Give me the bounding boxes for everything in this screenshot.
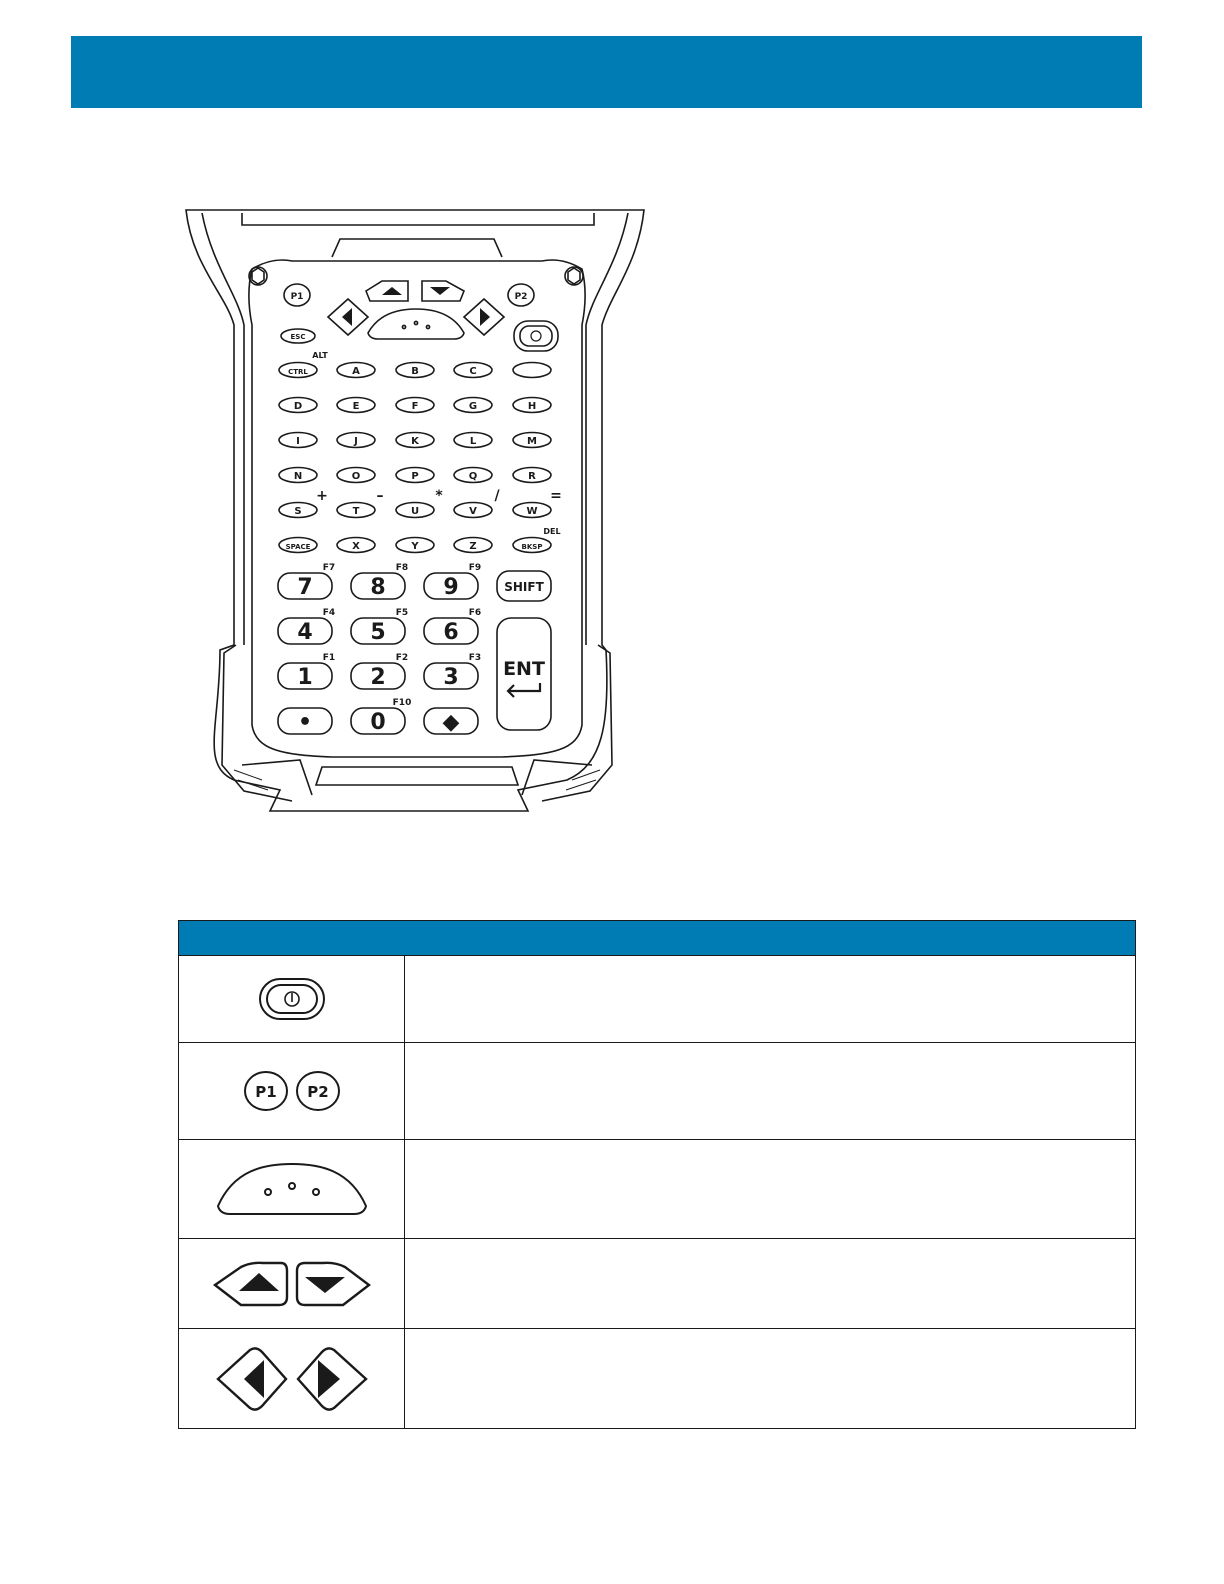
p2-key-label: P2 [514, 292, 528, 302]
key-label-v: V [469, 506, 477, 517]
fn-label-f3: F3 [468, 653, 482, 663]
fn-label-f7: F7 [322, 563, 336, 573]
key-label-t: T [352, 506, 360, 517]
key-description-table [178, 920, 1136, 1429]
num-key-label-blank: ◆ [442, 710, 460, 735]
left-right-keys-description [405, 1329, 1136, 1429]
fn-label-f5: F5 [395, 608, 409, 618]
left-right-keys-cell [179, 1329, 405, 1429]
key-label-k: K [411, 436, 419, 447]
scan-button-description [405, 1140, 1136, 1239]
table-row [179, 1329, 1136, 1429]
num-key-label-3: 3 [443, 665, 459, 690]
num-key-label-1: 1 [297, 665, 313, 690]
key-label-r: R [528, 471, 536, 482]
power-button-icon [257, 976, 327, 1022]
key-label-w: W [526, 506, 538, 517]
alt-symbol-2: * [435, 488, 443, 504]
p-keys-description [405, 1043, 1136, 1140]
num-key-label-5: 5 [370, 620, 386, 645]
fn-label-f4: F4 [322, 608, 336, 618]
keypad-illustration [182, 205, 652, 815]
scan-button-cell [179, 1140, 405, 1239]
num-key-label-9: 9 [443, 575, 459, 600]
key-label-space: SPACE [285, 543, 311, 551]
table-header-row [179, 921, 1136, 956]
up-down-keys-cell [179, 1239, 405, 1329]
table-header-key [179, 921, 405, 956]
alt-symbol-3: / [494, 488, 500, 504]
key-label-h: H [527, 401, 537, 412]
up-down-arrow-keys-icon [211, 1259, 373, 1309]
power-button-cell [179, 956, 405, 1043]
table-row [179, 1043, 1136, 1140]
fn-label-f2: F2 [395, 653, 409, 663]
keypad-figure [182, 205, 652, 815]
key-label-y: Y [411, 541, 419, 552]
num-key-label-7: 7 [297, 575, 313, 600]
key-label-bksp: BKSP [521, 543, 543, 551]
key-label-z: Z [469, 541, 477, 552]
key-label-e: E [352, 401, 360, 412]
table-row [179, 1140, 1136, 1239]
p1-p2-keys-icon [242, 1068, 342, 1114]
fn-label-f10: F10 [392, 698, 412, 708]
key-label-u: U [410, 506, 420, 517]
shift-key-label: SHIFT [504, 580, 544, 594]
num-key-label-0: 0 [370, 710, 386, 735]
enter-key-label: ENT [503, 658, 545, 680]
key-label-d: D [293, 401, 303, 412]
p1-key-label: P1 [254, 1083, 277, 1101]
key-label-q: Q [468, 471, 478, 482]
key-label-b: B [411, 366, 419, 377]
key-label-s: S [294, 506, 302, 517]
num-key-label-8: 8 [370, 575, 386, 600]
key-label-c: C [469, 366, 477, 377]
header-band [71, 36, 1142, 108]
key-label-p: P [411, 471, 419, 482]
up-down-keys-description [405, 1239, 1136, 1329]
del-label: DEL [543, 527, 561, 536]
p2-key-label: P2 [306, 1083, 329, 1101]
key-label-o: O [351, 471, 361, 482]
alt-symbol-0: + [316, 488, 328, 504]
alt-symbol-4: = [550, 488, 562, 504]
fn-label-f9: F9 [468, 563, 482, 573]
fn-label-f1: F1 [322, 653, 336, 663]
key-label-j: J [354, 436, 358, 447]
key-label-m: M [527, 436, 537, 447]
key-label-l: L [469, 436, 477, 447]
p1-key-label: P1 [290, 292, 304, 302]
num-key-label-blank: • [297, 710, 313, 735]
fn-label-f8: F8 [395, 563, 409, 573]
key-label-a: A [352, 366, 360, 377]
alt-symbol-1: – [376, 488, 384, 504]
fn-label-f6: F6 [468, 608, 482, 618]
num-key-label-2: 2 [370, 665, 386, 690]
p-keys-cell [179, 1043, 405, 1140]
key-label-f: F [411, 401, 419, 412]
key-label-ctrl: CTRL [288, 368, 308, 376]
scan-button-icon [214, 1160, 370, 1218]
table-row [179, 956, 1136, 1043]
power-button-description [405, 956, 1136, 1043]
esc-key-label: ESC [290, 333, 306, 341]
key-label-n: N [293, 471, 303, 482]
table-row [179, 1239, 1136, 1329]
key-label-g: G [468, 401, 478, 412]
key-label-x: X [352, 541, 360, 552]
num-key-label-6: 6 [443, 620, 459, 645]
table-header-description [405, 921, 1136, 956]
left-right-arrow-keys-icon [214, 1346, 370, 1412]
key-label-i: I [296, 436, 300, 447]
alt-label: ALT [312, 351, 328, 360]
num-key-label-4: 4 [297, 620, 313, 645]
key-blank [513, 363, 551, 378]
